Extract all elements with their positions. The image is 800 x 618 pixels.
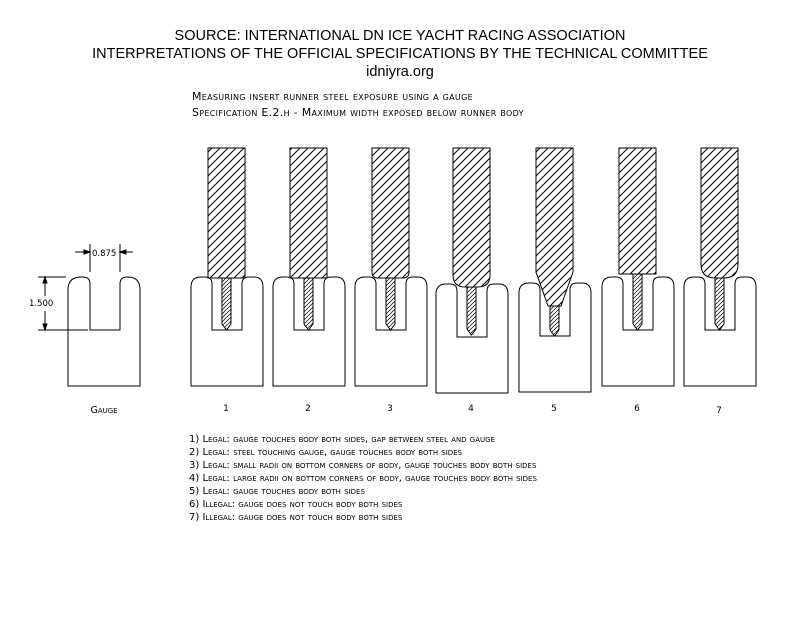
note-item: 1) Legal: gauge touches body both sides, gap between steel and gauge: [189, 434, 495, 445]
case-5-drawing: [519, 148, 591, 392]
dimension-arrow: [120, 250, 126, 254]
runner-steel: [550, 306, 559, 336]
case-3-drawing: [355, 148, 427, 386]
gauge-caption: Gauge: [90, 405, 118, 416]
dimension-arrow: [43, 324, 47, 330]
runner-steel: [715, 278, 724, 330]
runner-steel: [304, 278, 313, 330]
note-item: 4) Legal: large radii on bottom corners of body, gauge touches body both sides: [189, 473, 537, 484]
runner-body: [536, 148, 573, 306]
note-item: 5) Legal: gauge touches body both sides: [189, 486, 365, 497]
note-item: 6) Illegal: gauge does not touch body both sides: [189, 499, 403, 510]
note-item: 3) Legal: small radii on bottom corners of body, gauge touches body both sides: [189, 460, 537, 471]
note-item: 7) Illegal: gauge does not touch body both sides: [189, 512, 403, 523]
case-2-drawing: [273, 148, 345, 386]
diagram-heading: Measuring insert runner steel exposure using a gauge: [192, 90, 473, 103]
case-number: 6: [634, 404, 640, 414]
runner-body: [290, 148, 327, 278]
gauge-height-label: 1.500: [29, 299, 54, 309]
case-number: 1: [223, 404, 229, 414]
runner-steel: [386, 278, 395, 330]
note-item: 2) Legal: steel touching gauge, gauge touches body both sides: [189, 447, 463, 458]
runner-body: [208, 148, 245, 278]
source-website: idniyra.org: [366, 64, 434, 80]
gauge-width-label: 0.875: [92, 249, 117, 259]
runner-body: [701, 148, 738, 278]
runner-steel: [467, 287, 476, 335]
dimension-arrow: [84, 250, 90, 254]
runner-body: [619, 148, 656, 274]
dimension-arrow: [43, 277, 47, 283]
gauge-outline: [68, 277, 140, 386]
case-number: 2: [305, 404, 311, 414]
case-number: 4: [468, 404, 474, 414]
case-7-drawing: [684, 148, 756, 386]
case-number: 5: [551, 404, 557, 414]
runner-body: [372, 148, 409, 278]
case-number: 3: [387, 404, 393, 414]
gauge-drawing: [38, 244, 140, 386]
notes-list: [189, 433, 537, 524]
runner-steel: [222, 278, 231, 330]
case-6-drawing: [602, 148, 674, 386]
diagram-subheading: Specification E.2.h - Maximum width exposed below runner body: [192, 106, 524, 119]
runner-steel: [633, 274, 642, 330]
source-title: SOURCE: INTERNATIONAL DN ICE YACHT RACING ASSOCIATION: [174, 28, 626, 44]
case-number: 7: [716, 406, 722, 416]
source-subtitle: INTERPRETATIONS OF THE OFFICIAL SPECIFICATIONS BY THE TECHNICAL COMMITTEE: [92, 46, 708, 62]
case-1-drawing: [191, 148, 263, 386]
case-4-drawing: [436, 148, 508, 393]
runner-body: [453, 148, 490, 287]
